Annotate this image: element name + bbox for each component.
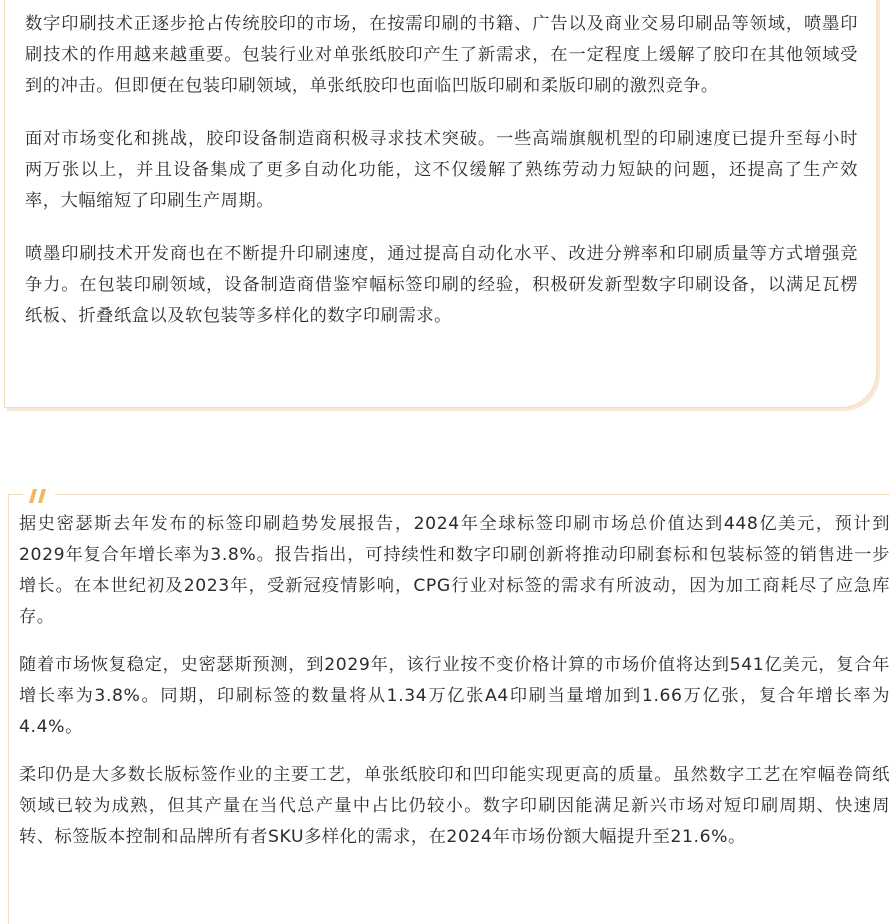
paragraph: 据史密瑟斯去年发布的标签印刷趋势发展报告，2024年全球标签印刷市场总价值达到448亿美元，预计到2029年复合年增长率为3.8%。报告指出，可持续性和数字印刷创新将推动印刷套标和包装标签的销售进一步增长。在本世纪初及2023年，受新冠疫情影响，CPG行业对标签的需求有所波动，因为加工商耗尽了应急库存。: [19, 514, 890, 627]
double-slash-quote-icon: [23, 487, 55, 505]
article-card-top: [4, 0, 877, 408]
paragraph: 数字印刷技术正逐步抢占传统胶印的市场，在按需印刷的书籍、广告以及商业交易印刷品等领域，喷墨印刷技术的作用越来越重要。包装行业对单张纸胶印产生了新需求，在一定程度上缓解了胶印在其他领域受到的冲击。但即便在包装印刷领域，单张纸胶印也面临凹版印刷和柔版印刷的激烈竞争。: [25, 14, 858, 96]
paragraph: 喷墨印刷技术开发商也在不断提升印刷速度，通过提高自动化水平、改进分辨率和印刷质量等方式增强竞争力。在包装印刷领域，设备制造商借鉴窄幅标签印刷的经验，积极研发新型数字印刷设备，以满足瓦楞纸板、折叠纸盒以及软包装等多样化的数字印刷需求。: [25, 244, 858, 326]
paragraph: 随着市场恢复稳定，史密瑟斯预测，到2029年，该行业按不变价格计算的市场价值将达到541亿美元，复合年增长率为3.8%。同期，印刷标签的数量将从1.34万亿张A4印刷当量增加到1.66万亿张，复合年增长率为4.4%。: [19, 655, 890, 737]
paragraph: 面对市场变化和挑战，胶印设备制造商积极寻求技术突破。一些高端旗舰机型的印刷速度已提升至每小时两万张以上，并且设备集成了更多自动化功能，这不仅缓解了熟练劳动力短缺的问题，还提高了生产效率，大幅缩短了印刷生产周期。: [25, 129, 858, 211]
article-card-bottom: [8, 494, 890, 924]
paragraph: 柔印仍是大多数长版标签作业的主要工艺，单张纸胶印和凹印能实现更高的质量。虽然数字工艺在窄幅卷筒纸领域已较为成熟，但其产量在当代总产量中占比仍较小。数字印刷因能满足新兴市场对短印刷周期、快速周转、标签版本控制和品牌所有者SKU多样化的需求，在2024年市场份额大幅提升至21.6%。: [19, 765, 890, 847]
